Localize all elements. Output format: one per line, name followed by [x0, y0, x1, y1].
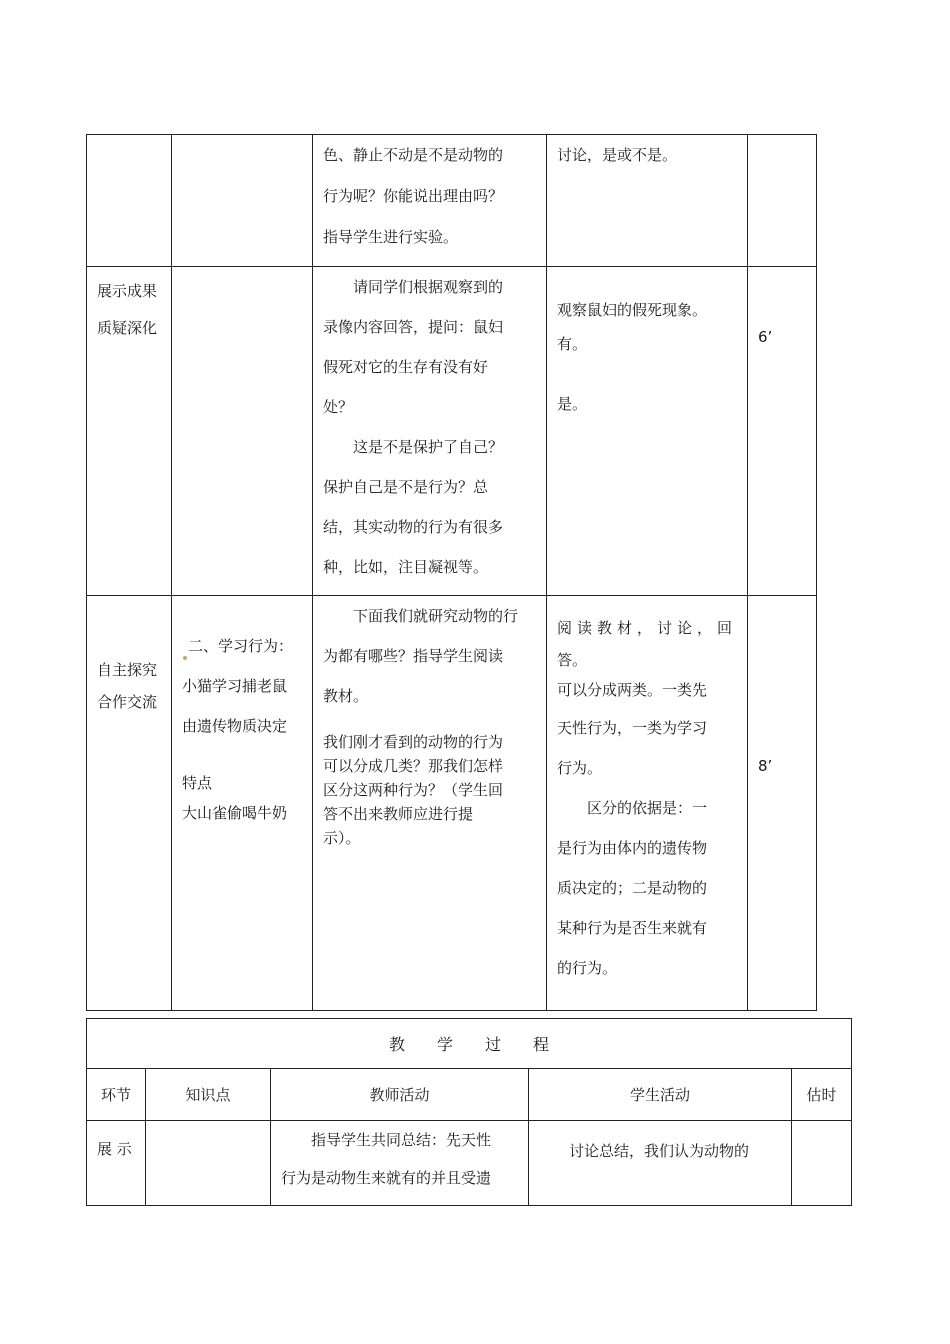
text-line: 行为。 [557, 759, 603, 777]
time-cell [748, 267, 817, 596]
text-line: 由遗传物质决定 [182, 717, 288, 735]
text-line: 种，比如，注目凝视等。 [323, 558, 489, 576]
text-line: 小猫学习捕老鼠 [182, 677, 288, 695]
table-row [87, 596, 817, 1011]
time-cell [792, 1121, 852, 1206]
text-line: 阅读教材，讨论，回 [557, 619, 738, 637]
knowledge-cell [172, 267, 313, 596]
text-line: 假死对它的生存有没有好 [323, 358, 489, 376]
text-line: 可以分成几类？那我们怎样 [323, 757, 504, 775]
text-line: 结，其实动物的行为有很多 [323, 518, 504, 536]
text-line: 合作交流 [97, 693, 158, 711]
stage-cell [87, 1121, 146, 1206]
student-activity-cell [547, 596, 748, 1011]
text-line: 讨论总结，我们认为动物的 [569, 1142, 750, 1160]
table-row [87, 267, 817, 596]
student-activity-cell [547, 135, 748, 267]
header-cell-stage: 环节 [87, 1069, 146, 1121]
text-line: 的行为。 [557, 959, 618, 977]
header-cell-student: 学生活动 [529, 1069, 792, 1121]
text-line: 大山雀偷喝牛奶 [182, 804, 288, 822]
text-line: 保护自己是不是行为？总 [323, 478, 489, 496]
text-line: 二、学习行为： [182, 626, 302, 666]
text-line: 区分这两种行为？（学生回 [323, 781, 504, 799]
teacher-activity-cell [313, 135, 547, 267]
text-line: 示）。 [323, 829, 361, 847]
table-row [87, 135, 817, 267]
text-line: 自主探究 [97, 661, 158, 679]
text-line: 展 示 [97, 1140, 132, 1158]
teacher-activity-cell [271, 1121, 529, 1206]
text-line: 这是不是保护了自己？ [353, 438, 504, 456]
text-line: 质疑深化 [97, 319, 158, 337]
text-line: 行为呢？你能说出理由吗？ [323, 187, 504, 205]
text-line: 下面我们就研究动物的行 [353, 607, 519, 625]
text-line: 区分的依据是：一 [587, 799, 708, 817]
time-cell [748, 596, 817, 1011]
text-line: 是行为由体内的遗传物 [557, 839, 708, 857]
knowledge-cell [172, 596, 313, 1011]
text-line: 请同学们根据观察到的 [353, 278, 504, 296]
text-line: 指导学生进行实验。 [323, 228, 459, 246]
stage-cell [87, 596, 172, 1011]
student-activity-cell [547, 267, 748, 596]
lesson-table-continued [86, 134, 817, 1011]
text-line: 处？ [323, 398, 354, 416]
text-line: 是。 [557, 395, 588, 413]
bullet-dot-icon [183, 656, 187, 660]
table-title: 教 学 过 程 [87, 1019, 852, 1069]
text-line: 特点 [182, 774, 213, 792]
text-line: 指导学生共同总结：先天性 [311, 1131, 492, 1149]
knowledge-cell [146, 1121, 271, 1206]
time-value: 8’ [758, 757, 773, 775]
text-line: 为都有哪些？指导学生阅读 [323, 647, 504, 665]
text-line: 天性行为，一类为学习 [557, 719, 708, 737]
text-line: 行为是动物生来就有的并且受遗 [281, 1169, 492, 1187]
text-line: 答不出来教师应进行提 [323, 805, 474, 823]
text-line: 展示成果 [97, 282, 158, 300]
header-cell-knowledge: 知识点 [146, 1069, 271, 1121]
stage-cell [87, 135, 172, 267]
text-line: 讨论，是或不是。 [557, 146, 678, 164]
header-cell-time: 估时 [792, 1069, 852, 1121]
knowledge-cell [172, 135, 313, 267]
time-value: 6’ [758, 328, 773, 346]
stage-cell [87, 267, 172, 596]
text-line: 质决定的；二是动物的 [557, 879, 708, 897]
text-line: 录像内容回答，提问：鼠妇 [323, 318, 504, 336]
text-line: 教材。 [323, 687, 369, 705]
teacher-activity-cell [313, 596, 547, 1011]
text-line: 可以分成两类。一类先 [557, 681, 708, 699]
table-header-row [87, 1069, 852, 1121]
table-row [87, 1121, 852, 1206]
text-line: 我们刚才看到的动物的行为 [323, 733, 504, 751]
text-line: 色、静止不动是不是动物的 [323, 146, 504, 164]
teaching-process-table [86, 1018, 852, 1206]
text-line: 答。 [557, 651, 588, 669]
student-activity-cell [529, 1121, 792, 1206]
text-line: 某种行为是否生来就有 [557, 919, 708, 937]
teacher-activity-cell [313, 267, 547, 596]
table-title-row [87, 1019, 852, 1069]
text-line: 有。 [557, 335, 588, 353]
time-cell [748, 135, 817, 267]
header-cell-teacher: 教师活动 [271, 1069, 529, 1121]
text-line: 观察鼠妇的假死现象。 [557, 301, 708, 319]
